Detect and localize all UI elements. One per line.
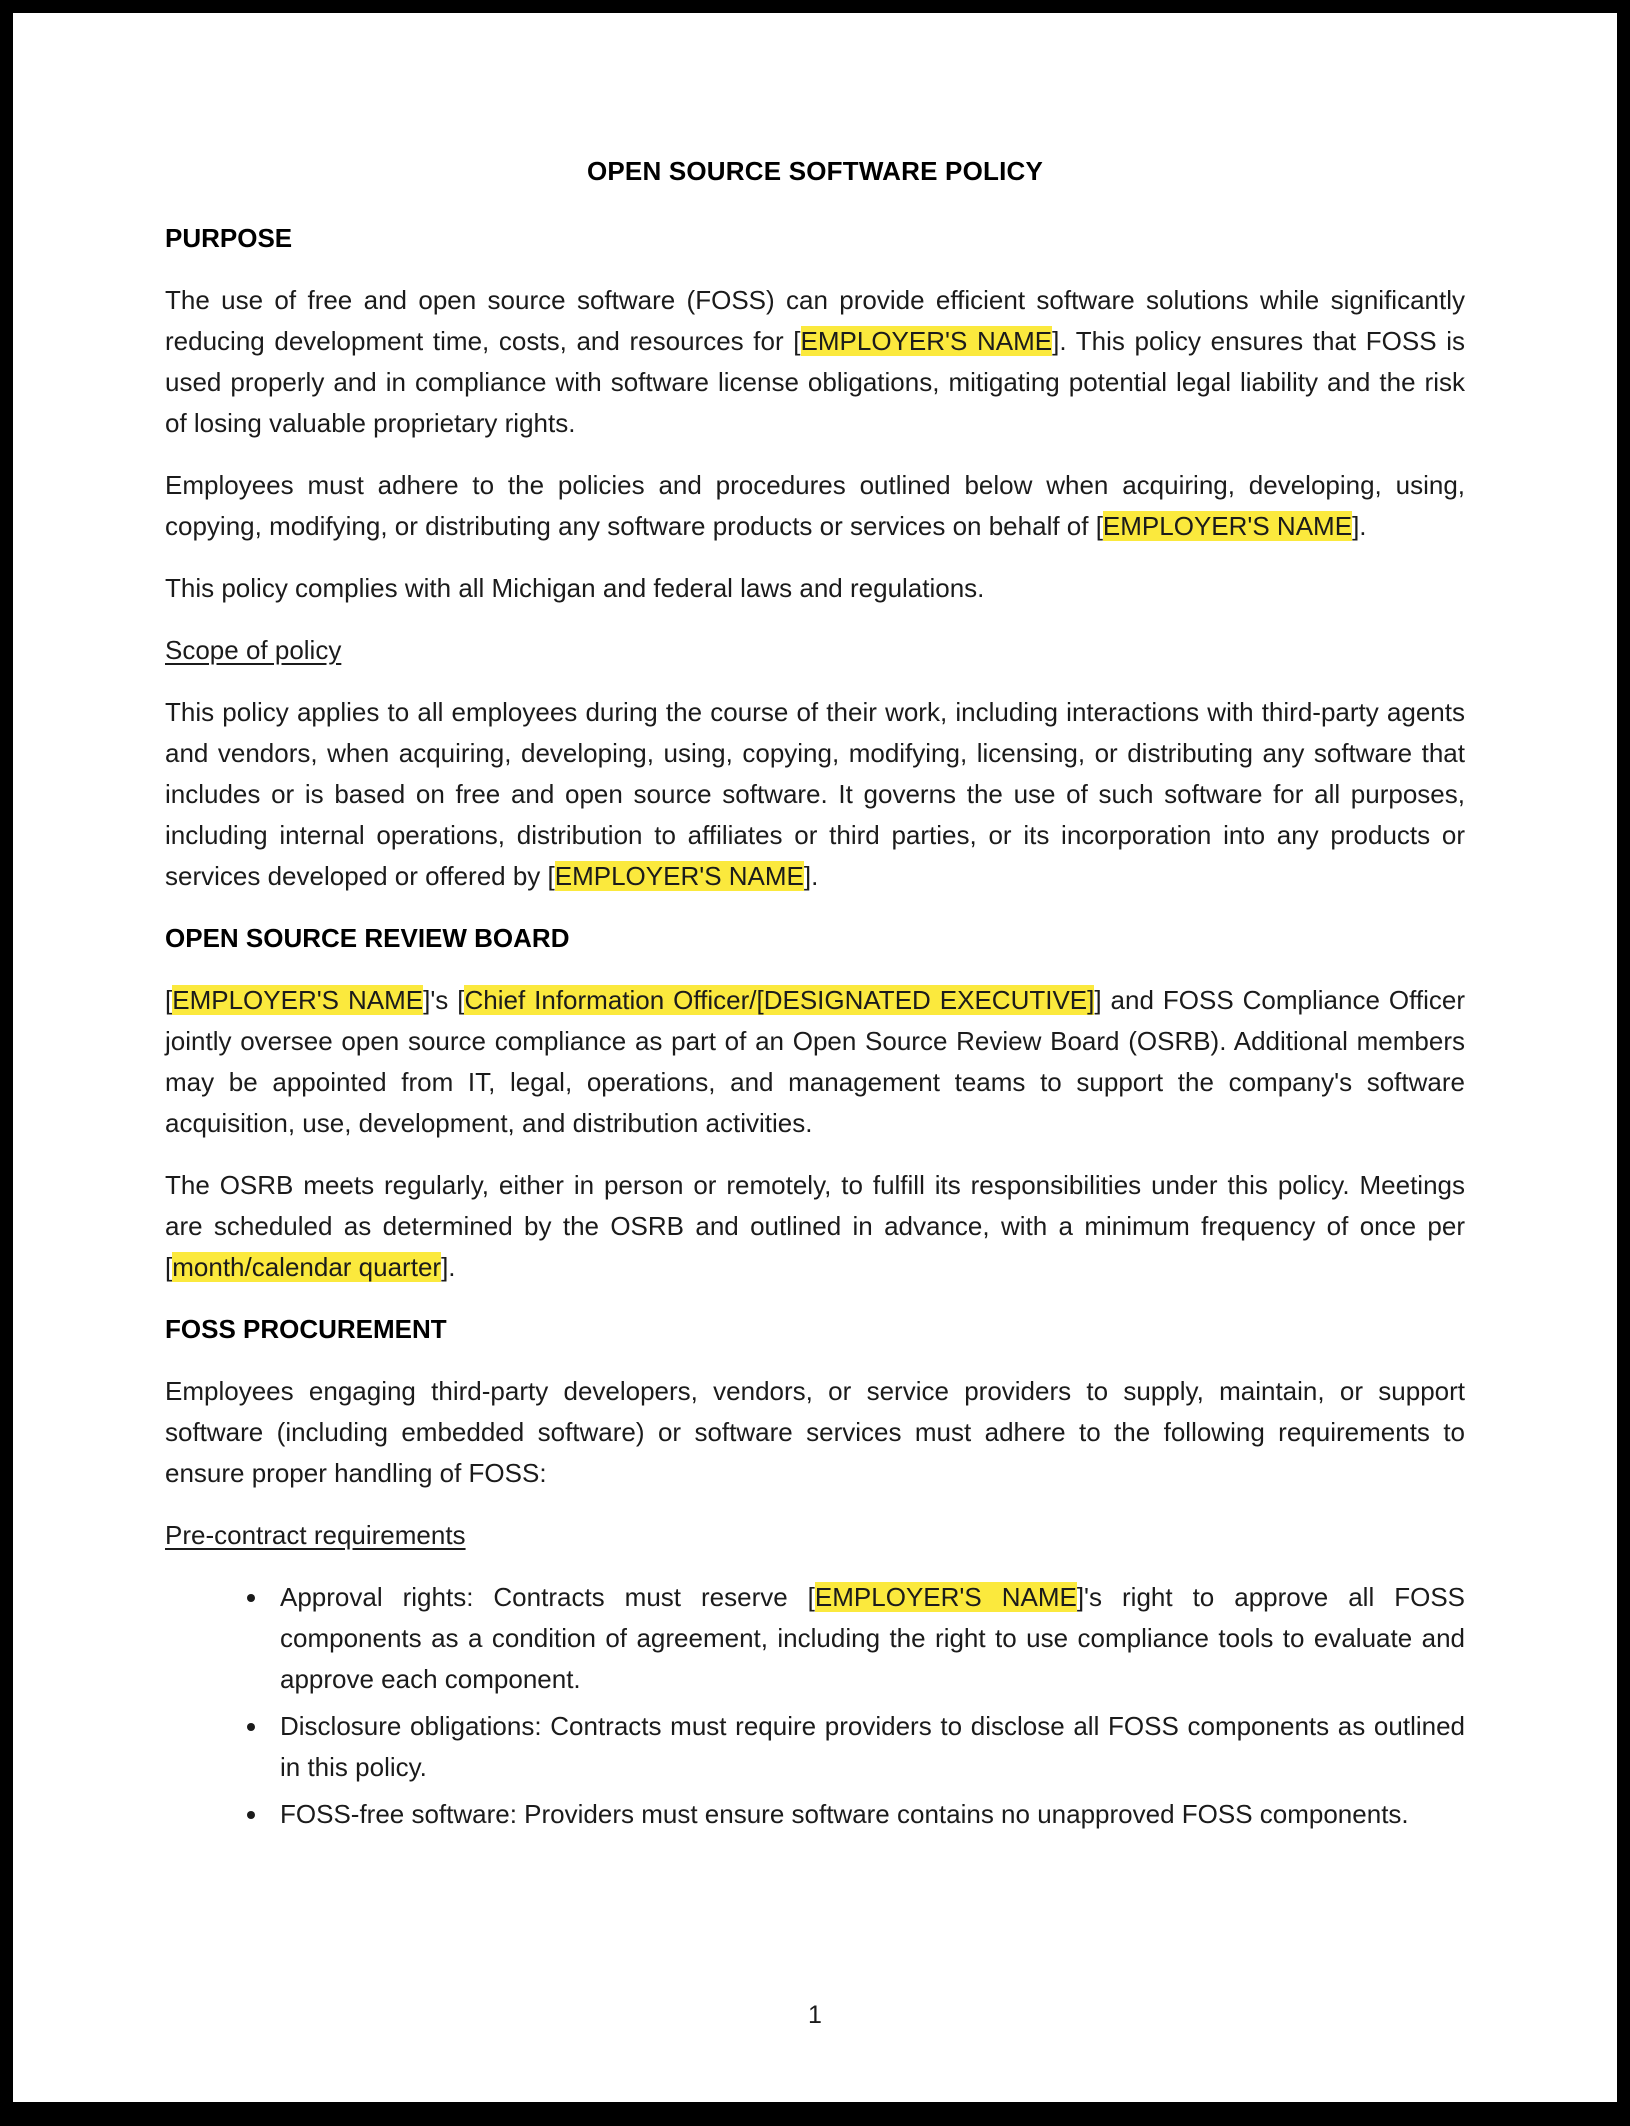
text-segment: FOSS-free software: Providers must ensure software contains no unapproved FOSS components. xyxy=(280,1799,1409,1829)
text-segment: This policy complies with all Michigan and federal laws and regulations. xyxy=(165,573,985,603)
paragraph-procurement-1 xyxy=(165,1371,1465,1494)
highlighted-placeholder: EMPLOYER'S NAME xyxy=(172,985,424,1015)
heading-foss-procurement: FOSS PROCUREMENT xyxy=(165,1314,447,1344)
paragraph-purpose-3 xyxy=(165,568,1465,609)
page-number: 1 xyxy=(808,2001,822,2029)
text-segment: Disclosure obligations: Contracts must require providers to disclose all FOSS components as outlined in this policy. xyxy=(280,1711,1465,1782)
list-item-approval-rights xyxy=(270,1577,1465,1700)
paragraph-scope xyxy=(165,692,1465,897)
subheading-pre-contract-requirements: Pre-contract requirements xyxy=(165,1520,466,1550)
text-segment: [ xyxy=(165,985,173,1015)
text-segment: The OSRB meets regularly, either in person or remotely, to fulfill its responsibilities under this policy. Meetings are scheduled as determined by the OSRB and outlined in advance, with a minimum frequency of once per [ xyxy=(165,1170,1465,1282)
paragraph-osrb-2 xyxy=(165,1165,1465,1288)
text-segment: This policy applies to all employees during the course of their work, including interactions with third-party agents and vendors, when acquiring, developing, using, copying, modifying, licensing, or distributing any software that includes or is based on free and open source software. It governs the use of such software for all purposes, including internal operations, distribution to affiliates or third parties, or its incorporation into any products or services developed or offered by [ xyxy=(165,697,1465,891)
pre-contract-bullet-list xyxy=(165,1577,1465,1835)
highlighted-placeholder: EMPLOYER'S NAME xyxy=(1102,511,1353,541)
heading-open-source-review-board: OPEN SOURCE REVIEW BOARD xyxy=(165,923,570,953)
highlighted-placeholder: EMPLOYER'S NAME xyxy=(554,861,804,891)
heading-purpose: PURPOSE xyxy=(165,223,293,253)
text-segment: ] and FOSS Compliance Officer jointly oversee open source compliance as part of an Open Source Review Board (OSRB). Additional members may be appointed from IT, legal, operations, and management teams to support the company's software acquisition, use, development, and distribution activities. xyxy=(165,985,1465,1138)
text-segment: ]'s right to approve all FOSS components as a condition of agreement, including the right to use compliance tools to evaluate and approve each component. xyxy=(280,1582,1466,1694)
highlighted-placeholder: EMPLOYER'S NAME xyxy=(814,1582,1077,1612)
list-item-foss-free-software xyxy=(270,1794,1465,1835)
text-segment: ]. xyxy=(441,1252,456,1282)
text-segment: Employees must adhere to the policies and procedures outlined below when acquiring, developing, using, copying, modifying, or distributing any software products or services on behalf of [ xyxy=(165,470,1465,541)
text-segment: Employees engaging third-party developers, vendors, or service providers to supply, maintain, or support software (including embedded software) or software services must adhere to the following requirements to ensure proper handling of FOSS: xyxy=(165,1376,1465,1488)
paragraph-purpose-2 xyxy=(165,465,1465,547)
text-segment: Approval rights: Contracts must reserve [ xyxy=(280,1582,815,1612)
highlighted-placeholder: EMPLOYER'S NAME xyxy=(800,326,1053,356)
paragraph-osrb-1 xyxy=(165,980,1465,1144)
text-segment: ]. xyxy=(803,861,819,891)
subheading-scope-of-policy: Scope of policy xyxy=(165,635,342,665)
list-item-disclosure-obligations xyxy=(270,1706,1465,1788)
document-page xyxy=(13,13,1617,2102)
paragraph-purpose-1 xyxy=(165,280,1465,444)
highlighted-placeholder: month/calendar quarter xyxy=(172,1252,442,1282)
text-segment: ]. xyxy=(1352,511,1367,541)
highlighted-placeholder: Chief Information Officer/[DESIGNATED EXECUTIVE] xyxy=(464,985,1095,1015)
document-content xyxy=(13,13,1617,1835)
text-segment: ]'s [ xyxy=(423,985,465,1015)
text-segment: The use of free and open source software (FOSS) can provide efficient software solutions while significantly reducing development time, costs, and resources for [ xyxy=(165,285,1465,356)
text-segment: ]. This policy ensures that FOSS is used properly and in compliance with software license obligations, mitigating potential legal liability and the risk of losing valuable proprietary rights. xyxy=(165,326,1465,438)
document-title: OPEN SOURCE SOFTWARE POLICY xyxy=(586,156,1044,186)
